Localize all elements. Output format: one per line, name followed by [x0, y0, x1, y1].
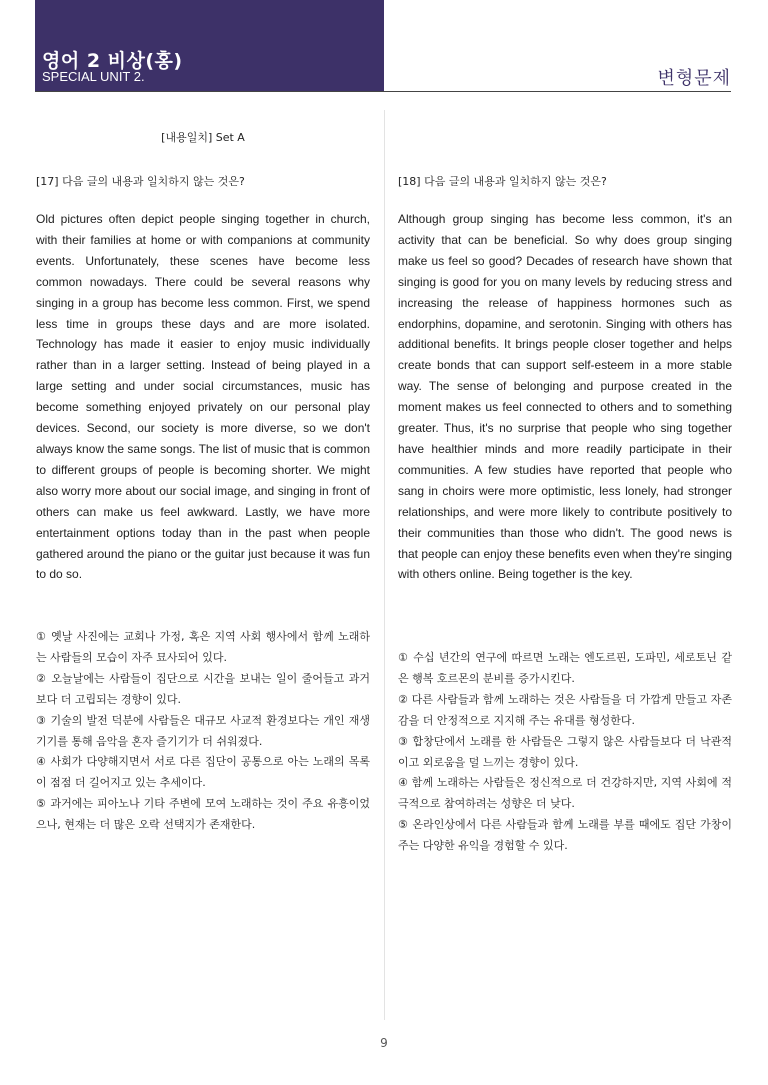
question-18-passage: Although group singing has become less common, it's an activity that can be beneficial. So why does group singing make us feel so good? Decades of research have shown that singing is good for you on many levels by reducing stress and increasing the release of happiness hormones such as endorphins, dopamine, and serotonin. Singing with others has additional benefits. It brings people closer together and helps create bonds that can support self-esteem in a more stable way. The sense of belonging and purpose created in the moment makes us feel connected to others and to something greater. Thus, it's no surprise that people who sing together have healthier minds and more readily participate in their communities. A few studies have reported that people who sang in choirs were more optimistic, less lonely, had stronger relationships, and were more likely to contribute positively to their communities than those who didn't. The good news is that people can enjoy these benefits even when they're singing with others online. Being together is the key.	[398, 212, 732, 582]
choice-item: ③ 기술의 발전 덕분에 사람들은 대규모 사교적 환경보다는 개인 재생 기기를 통해 음악을 혼자 즐기기가 더 쉬워졌다.	[36, 713, 370, 748]
choice-item: ④ 사회가 다양해지면서 서로 다른 집단이 공통으로 아는 노래의 목록이 점점 더 길어지고 있는 추세이다.	[36, 755, 370, 790]
column-divider	[384, 110, 385, 1020]
set-label: [내용일치] Set A	[161, 131, 245, 144]
choice-item: ② 다른 사람들과 함께 노래하는 것은 사람들을 더 가깝게 만들고 자존감을 더 안정적으로 지지해 주는 유대를 형성한다.	[398, 692, 732, 727]
choice-item: ⑤ 과거에는 피아노나 기타 주변에 모여 노래하는 것이 주요 유흥이었으나, 현재는 더 많은 오락 선택지가 존재한다.	[36, 797, 370, 832]
question-17-heading: [17] 다음 글의 내용과 일치하지 않는 것은?	[36, 175, 245, 188]
textbook-title: 영어 2 비상(홍)	[42, 50, 183, 72]
choice-item: ① 수십 년간의 연구에 따르면 노래는 엔도르핀, 도파민, 세로토닌 같은 행복 호르몬의 분비를 증가시킨다.	[398, 651, 732, 685]
question-17-choices	[36, 627, 370, 836]
choice-item: ④ 함께 노래하는 사람들은 정신적으로 더 건강하지만, 지역 사회에 적극적으로 참여하려는 성향은 더 낮다.	[398, 776, 732, 811]
choice-item: ⑤ 온라인상에서 다른 사람들과 함께 노래를 부를 때에도 집단 가창이 주는 다양한 유익을 경험할 수 있다.	[398, 818, 732, 853]
unit-subtitle: SPECIAL UNIT 2.	[42, 69, 145, 84]
question-18-choices	[398, 648, 732, 857]
question-17-passage: Old pictures often depict people singing together in church, with their families at home or with companions at community events. Unfortunately, these scenes have become less common nowadays. There could be several reasons why singing in a group has become less common. First, we spend less time in groups these days and are more isolated. Technology has made it easier to enjoy music individually rather than in a larger setting. Instead of being played in a large setting and under social circumstances, music has become something enjoyed privately on our personal play devices. Second, our society is more diverse, so we don't always know the same songs. The list of music that is common to different groups of people is becoming shorter. We might also worry more about our social image, and singing in front of others can make us feel awkward. Lastly, we have more entertainment options today than in the past when people gathered around the piano or the guitar just because it was fun to do so.	[36, 212, 370, 582]
page-number: 9	[380, 1036, 388, 1050]
choice-item: ① 옛날 사진에는 교회나 가정, 혹은 지역 사회 행사에서 함께 노래하는 사람들의 모습이 자주 묘사되어 있다.	[36, 630, 370, 664]
section-label: 변형문제	[657, 68, 731, 89]
choice-item: ② 오늘날에는 사람들이 집단으로 시간을 보내는 일이 줄어들고 과거보다 더 고립되는 경향이 있다.	[36, 671, 370, 706]
question-18-heading: [18] 다음 글의 내용과 일치하지 않는 것은?	[398, 175, 607, 188]
choice-item: ③ 합창단에서 노래를 한 사람들은 그렇지 않은 사람들보다 더 낙관적이고 외로움을 덜 느끼는 경향이 있다.	[398, 734, 732, 769]
header-divider	[35, 91, 731, 92]
